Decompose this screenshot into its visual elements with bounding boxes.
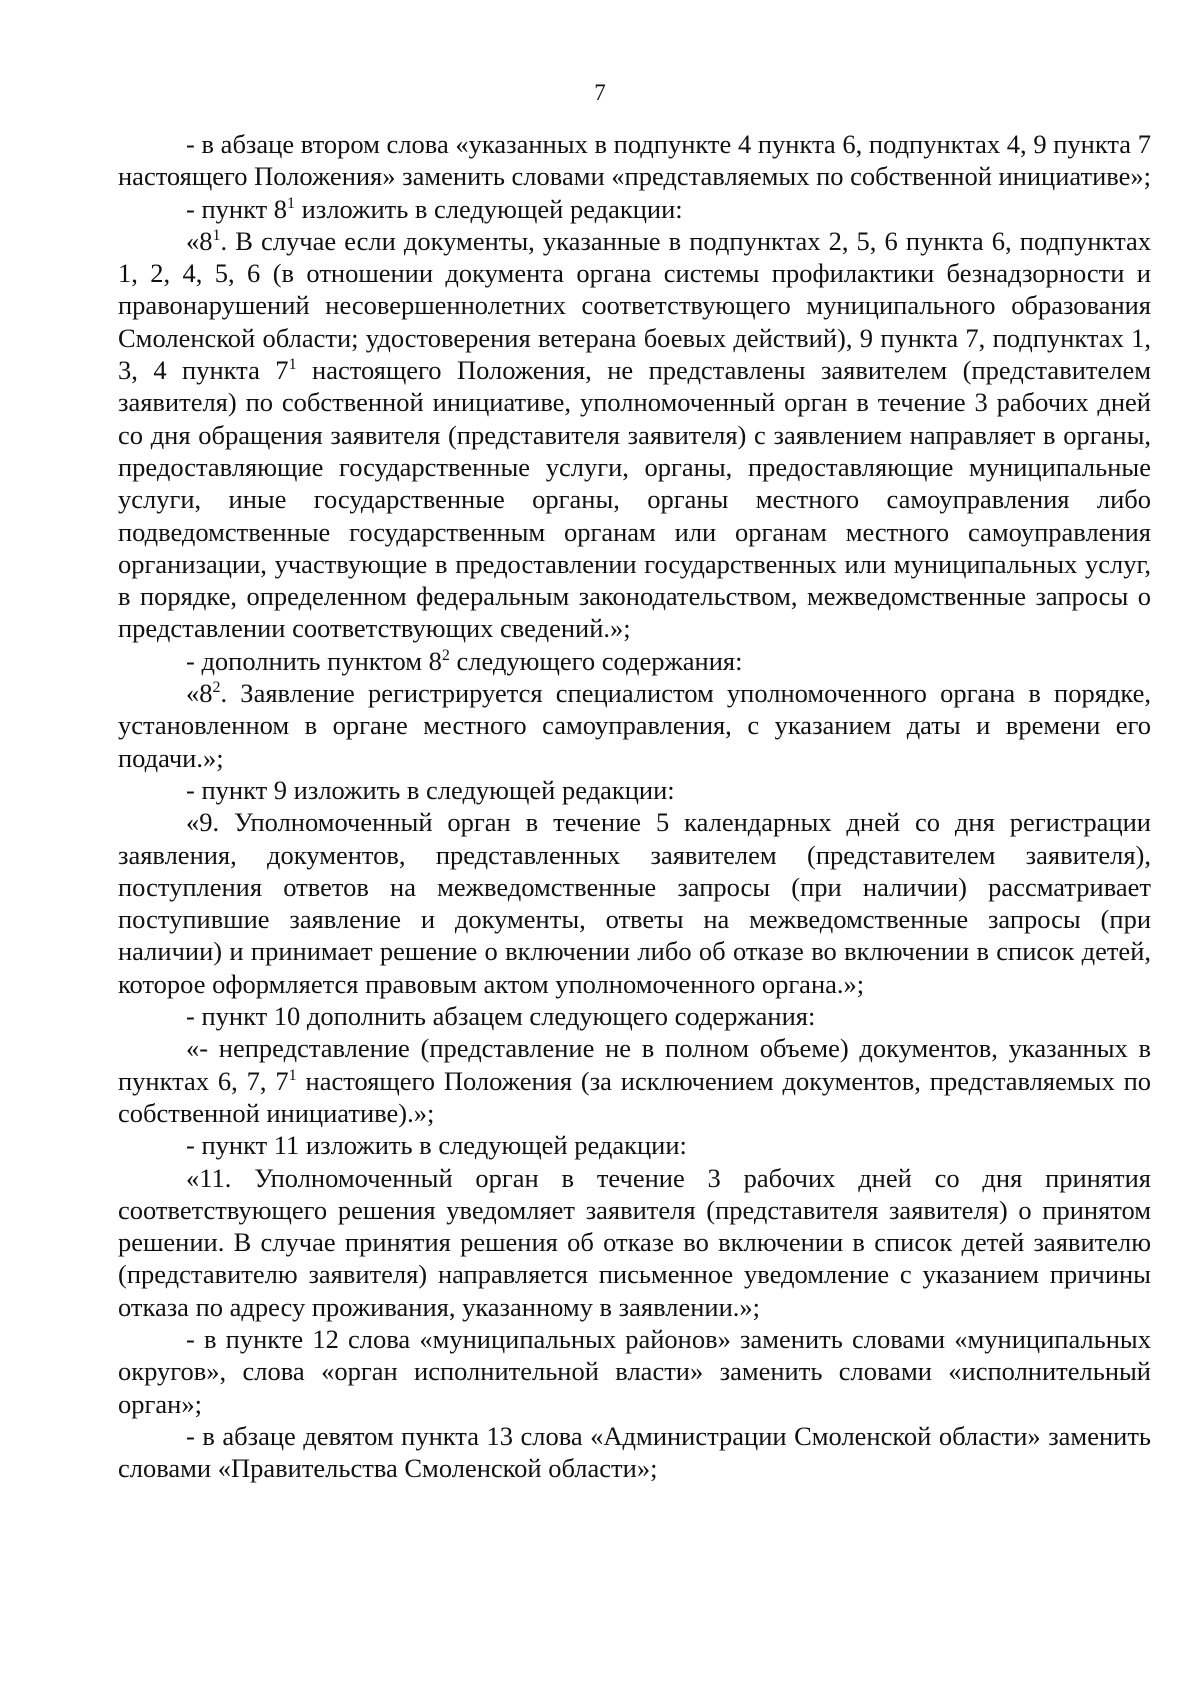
paragraph	[118, 1129, 1151, 1161]
paragraph	[118, 806, 1151, 1000]
superscript: 1	[288, 356, 297, 374]
paragraph-text: следующего содержания:	[449, 645, 743, 676]
paragraph-text: настоящего Положения (за исключением документов, представляемых по собственной инициативе).»;	[118, 1065, 1152, 1128]
superscript: 2	[441, 646, 450, 664]
paragraph-text: «8	[186, 678, 213, 709]
paragraph	[118, 774, 1151, 806]
paragraph-text: - в абзаце девятом пункта 13 слова «Администрации Смоленской области» заменить словами «Правительства Смоленской области»;	[118, 1420, 1151, 1484]
paragraph-text: изложить в следующей редакции:	[295, 193, 683, 224]
paragraph-text: - пункт 11 изложить в следующей редакции:	[186, 1130, 687, 1161]
page-number: 7	[594, 80, 606, 105]
paragraph	[118, 225, 1151, 645]
paragraph-text: - пункт 10 дополнить абзацем следующего содержания:	[186, 1001, 816, 1032]
paragraph-text: «11. Уполномоченный орган в течение 3 рабочих дней со дня принятия соответствующего решения уведомляет заявителя (представителя заявителя) о принятом решении. В случае принятия решения об отказе во включении в список детей заявителю (представителю заявителя) направляется письменное уведомление с указанием причины отказа по адресу проживания, указанному в заявлении.»;	[118, 1162, 1151, 1322]
document-body	[118, 128, 1151, 1484]
paragraph	[118, 128, 1151, 193]
paragraph-text: . Заявление регистрируется специалистом уполномоченного органа в порядке, установленном в органе местного самоуправления, с указанием даты и времени его подачи.»;	[118, 678, 1151, 773]
paragraph-text: - в пункте 12 слова «муниципальных районов» заменить словами «муниципальных округов», слова «орган исполнительной власти» заменить словами «исполнительный орган»;	[118, 1323, 1151, 1419]
superscript: 1	[212, 226, 221, 244]
paragraph	[118, 645, 1151, 677]
paragraph-text: «- непредставление (представление не в полном объеме) документов, указанных в пунктах 6, 7, 7	[118, 1033, 1151, 1096]
paragraph	[118, 1000, 1151, 1032]
paragraph	[118, 193, 1151, 225]
paragraph-text: - дополнить пунктом 8	[186, 645, 442, 676]
paragraph-text: . В случае если документы, указанные в подпунктах 2, 5, 6 пункта 6, подпунктах 1, 2, 4, 5, 6 (в отношении документа органа системы профилактики безнадзорности и правонарушений несовершеннолетних соответствующего муниципального образования Смоленской области; удостоверения ветерана боевых действий), 9 пункта 7, подпунктах 1, 3, 4 пункта 7	[118, 225, 1151, 386]
paragraph	[118, 1323, 1151, 1420]
paragraph	[118, 677, 1151, 774]
paragraph-text: - пункт 9 изложить в следующей редакции:	[186, 774, 675, 805]
paragraph-text: настоящего Положения, не представлены заявителем (представителем заявителя) по собственной инициативе, уполномоченный орган в течение 3 рабочих дней со дня обращения заявителя (представителя заявителя) с заявлением направляет в органы, предоставляющие государственные услуги, органы, предоставляющие муниципальные услуги, иные государственные органы, органы местного самоуправления либо подведомственные государственным органам или органам местного самоуправления организации, участвующие в предоставлении государственных или муниципальных услуг, в порядке, определенном федеральным законодательством, межведомственные запросы о представлении соответствующих сведений.»;	[118, 355, 1151, 644]
paragraph	[118, 1032, 1151, 1129]
superscript: 2	[212, 679, 221, 697]
paragraph	[118, 1420, 1151, 1485]
paragraph-text: - в абзаце втором слова «указанных в подпункте 4 пункта 6, подпунктах 4, 9 пункта 7 настоящего Положения» заменить словами «представляемых по собственной инициативе»;	[118, 129, 1151, 192]
superscript: 1	[287, 194, 296, 212]
paragraph-text: «8	[186, 225, 213, 256]
paragraph	[118, 1162, 1151, 1323]
paragraph-text: «9. Уполномоченный орган в течение 5 календарных дней со дня регистрации заявления, документов, представленных заявителем (представителем заявителя), поступления ответов на межведомственные запросы (при наличии) рассматривает поступившие заявление и документы, ответы на межведомственные запросы (при наличии) и принимает решение о включении либо об отказе во включении в список детей, которое оформляется правовым актом уполномоченного органа.»;	[118, 807, 1151, 999]
paragraph-text: - пункт 8	[186, 193, 288, 224]
superscript: 1	[288, 1066, 297, 1084]
